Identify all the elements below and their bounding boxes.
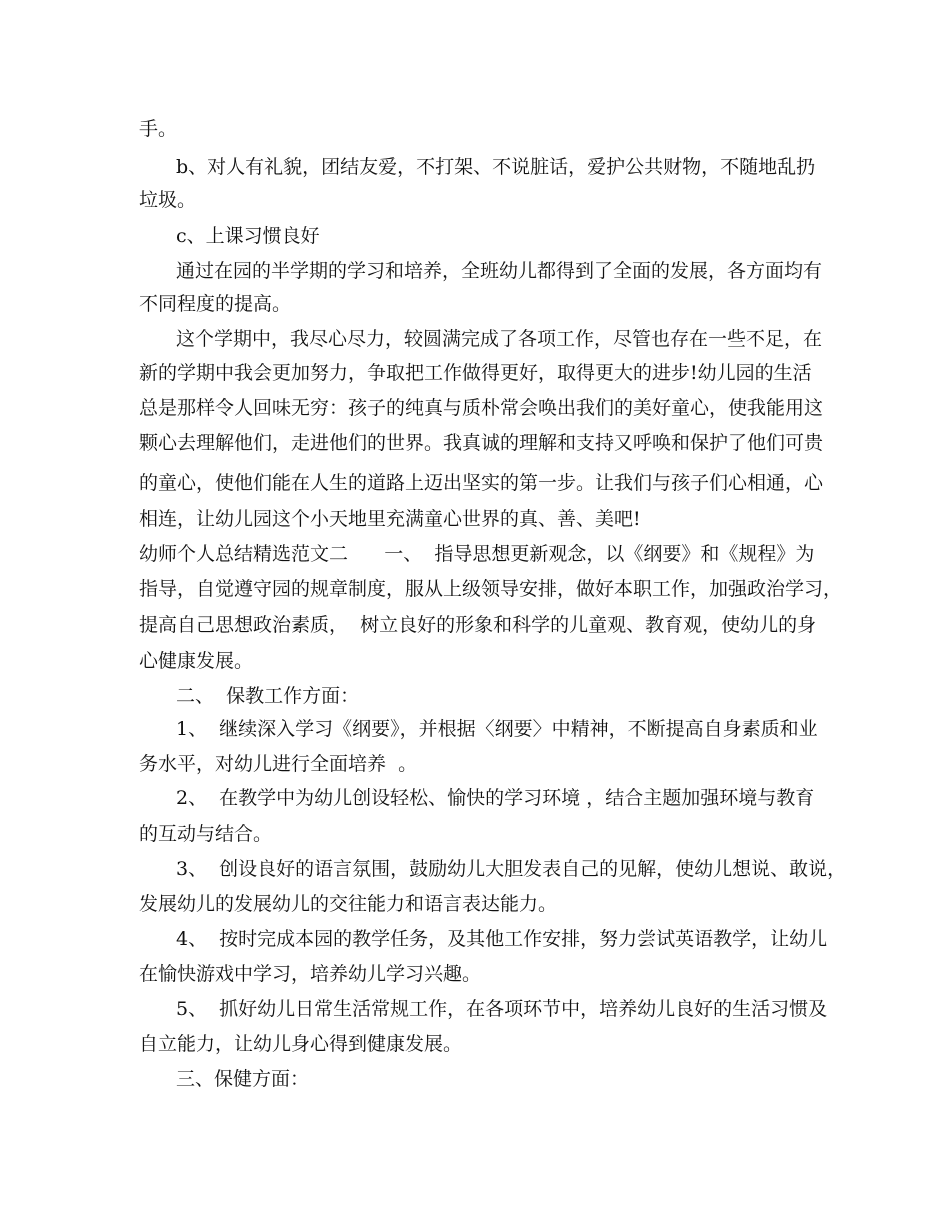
text-line: 颗心去理解他们，走进他们的世界。我真诚的理解和支持又呼唤和保护了他们可贵 [139,432,824,454]
text-line: 心健康发展。 [139,650,254,672]
text-line: 指导，自觉遵守园的规章制度，服从上级领导安排，做好本职工作，加强政治学习， [139,578,843,600]
text-line: 的互动与结合。 [139,823,273,845]
text-line: 1、 继续深入学习《纲要》，并根据〈纲要〉中精神，不断提高自身素质和业 [176,718,818,740]
text-line: 3、 创设良好的语言氛围，鼓励幼儿大胆发表自己的见解，使幼儿想说、敢说， [176,858,847,880]
text-line: 自立能力，让幼儿身心得到健康发展。 [139,1033,463,1055]
text-line: 垃圾。 [139,189,197,211]
text-line: 发展幼儿的发展幼儿的交往能力和语言表达能力。 [139,893,558,915]
text-line: 幼师个人总结精选范文二 一、 指导思想更新观念，以《纲要》和《规程》为 [139,543,815,565]
text-line: 2、 在教学中为幼儿创设轻松、愉快的学习环境 ，结合主题加强环境与教育 [176,787,815,809]
text-line: 相连，让幼儿园这个小天地里充满童心世界的真、善、美吧! [139,508,641,530]
text-line: 通过在园的半学期的学习和培养，全班幼儿都得到了全面的发展，各方面均有 [176,260,823,282]
text-line: 三、保健方面： [176,1068,310,1090]
text-line: 5、 抓好幼儿日常生活常规工作，在各项环节中，培养幼儿良好的生活习惯及 [176,998,828,1020]
text-line: 不同程度的提高。 [139,293,292,315]
text-line: 二、 保教工作方面： [176,685,360,707]
text-line: c、上课习惯良好 [176,225,320,247]
text-line: 总是那样令人回味无穷：孩子的纯真与质朴常会唤出我们的美好童心，使我能用这 [139,397,824,419]
text-line: 4、 按时完成本园的教学任务，及其他工作安排，努力尝试英语教学，让幼儿 [176,928,828,950]
text-line: 务水平，对幼儿进行全面培养 。 [139,753,418,775]
text-line: 手。 [139,118,178,140]
text-line: 在愉快游戏中学习，培养幼儿学习兴趣。 [139,963,482,985]
text-line: 的童心，使他们能在人生的道路上迈出坚实的第一步。让我们与孩子们心相通，心 [139,472,824,494]
text-line: 提高自己思想政治素质， 树立良好的形象和科学的儿童观、教育观，使幼儿的身 [139,614,817,636]
text-line: 新的学期中我会更加努力，争取把工作做得更好，取得更大的进步!幼儿园的生活 [139,362,812,384]
text-line: 这个学期中，我尽心尽力，较圆满完成了各项工作，尽管也存在一些不足，在 [176,328,823,350]
text-line: b、对人有礼貌，团结友爱，不打架、不说脏话，爱护公共财物，不随地乱扔 [176,156,816,178]
